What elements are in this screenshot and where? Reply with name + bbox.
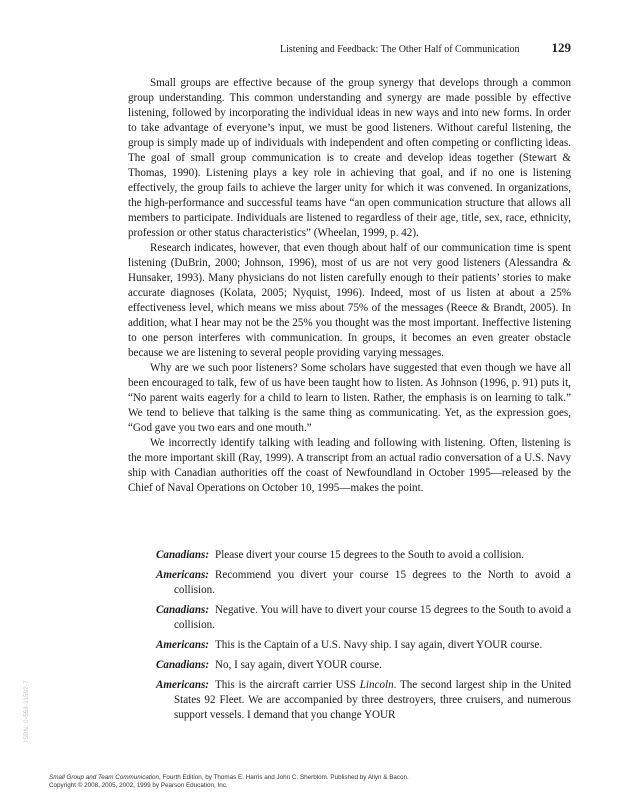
- running-head: [128, 40, 571, 56]
- running-title: Listening and Feedback: The Other Half of Communication: [280, 44, 520, 55]
- footer-publication: , Fourth Edition, by Thomas E. Harris and John C. Sherblom. Published by Allyn & Bacon.: [159, 774, 409, 781]
- footer-line-2: Copyright © 2008, 2005, 2002, 1999 by Pearson Education, Inc.: [49, 782, 228, 789]
- body-text: [128, 76, 571, 496]
- radio-transcript: [156, 548, 571, 728]
- page-number: 129: [551, 40, 571, 55]
- speaker-label: Canadians:: [156, 549, 210, 561]
- transcript-line: Recommend you divert your course 15 degrees to the North to avoid a collision.: [174, 569, 571, 596]
- paragraph: Small groups are effective because of the group synergy that develops through a common group understanding. This common understanding and synergy are made possible by effective listening, followed by incorporating the individual ideas in new ways and into new forms. In order to take advantage of everyone’s input, we must be good listeners. Without careful listening, the group is simply made up of individuals with independent and often competing or conflicting ideas. The goal of small group communication is to create and develop ideas together (Stewart & Thomas, 1990). Listening plays a key role in achieving that goal, and if no one is listening effectively, the group fails to achieve the larger unity for which it was convened. In organizations, the high-performance and successful teams have “an open communication structure that allows all members to participate. Individuals are listened to regardless of their age, title, sex, race, ethnicity, profession or other status characteristics” (Wheelan, 1999, p. 42).: [128, 77, 571, 239]
- speaker-label: Canadians:: [156, 659, 210, 671]
- transcript-turn: [156, 678, 571, 723]
- ship-name: Lincoln: [359, 679, 394, 691]
- speaker-label: Americans:: [156, 639, 210, 651]
- paragraph: Why are we such poor listeners? Some scholars have suggested that even though we have all been encouraged to talk, few of us have been taught how to listen. As Johnson (1996, p. 91) puts it, “No parent waits eagerly for a child to learn to listen. Rather, the emphasis is on learning to talk.” We tend to believe that talking is the same thing as communicating. Yet, as the expression goes, “God gave you two ears and one mouth.”: [128, 362, 571, 434]
- speaker-label: Americans:: [156, 679, 210, 691]
- transcript-line: Please divert your course 15 degrees to the South to avoid a collision.: [215, 549, 525, 561]
- transcript-turn: [156, 568, 571, 598]
- transcript-turn: [156, 603, 571, 633]
- paragraph: Research indicates, however, that even though about half of our communication time is spent listening (DuBrin, 2000; Johnson, 1996), most of us are not very good listeners (Alessandra & Hunsaker, 1993). Many physicians do not listen carefully enough to their patients’ stories to make accurate diagnoses (Kolata, 2005; Nyquist, 1996). Indeed, most of us listen at about a 25% effectiveness level, which means we miss about 75% of the messages (Reece & Brandt, 2005). In addition, what I hear may not be the 25% you thought was the most important. Ineffective listening to one person interferes with communication. In groups, it becomes an even greater obstacle because we are listening to several people providing varying messages.: [128, 242, 571, 359]
- transcript-line: . The second largest ship in the United States 92 Fleet. We are accompanied by three destroyers, three cruisers, and numerous support vessels. I demand that you change YOUR: [174, 679, 571, 721]
- footer-line-1: [49, 774, 589, 782]
- transcript-turn: [156, 638, 571, 653]
- copyright-footer: [49, 774, 589, 790]
- transcript-line: Negative. You will have to divert your course 15 degrees to the South to avoid a collision.: [174, 604, 571, 631]
- transcript-line: No, I say again, divert YOUR course.: [215, 659, 382, 671]
- isbn-side-note: ISBN: 0-558-11592-7: [24, 680, 30, 742]
- transcript-turn: [156, 658, 571, 673]
- transcript-line: This is the aircraft carrier USS: [215, 679, 360, 691]
- book-title: Small Group and Team Communication: [49, 774, 160, 781]
- paragraph: We incorrectly identify talking with leading and following with listening. Often, listening is the more important skill (Ray, 1999). A transcript from an actual radio conversation of a U.S. Navy ship with Canadian authorities off the coast of Newfoundland in October 1995—released by the Chief of Naval Operations on October 10, 1995—makes the point.: [128, 437, 571, 494]
- speaker-label: Americans:: [156, 569, 210, 581]
- transcript-turn: [156, 548, 571, 563]
- transcript-line: This is the Captain of a U.S. Navy ship. I say again, divert YOUR course.: [215, 639, 543, 651]
- speaker-label: Canadians:: [156, 604, 210, 616]
